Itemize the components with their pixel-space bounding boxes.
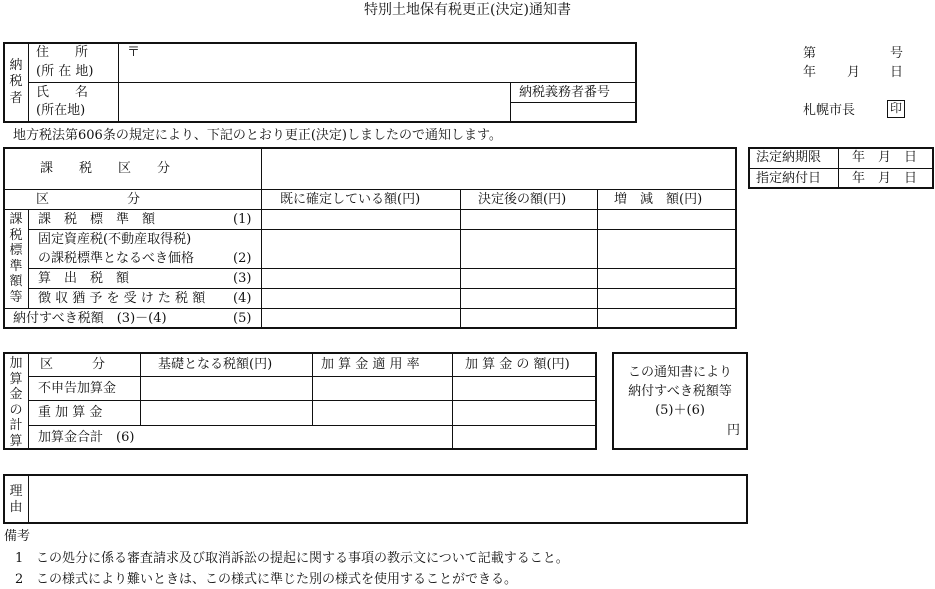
penalty-col-amount: 加 算 金 の 額(円) xyxy=(465,357,570,372)
col-confirmed: 既に確定している額(円) xyxy=(280,192,421,207)
penalty-row-1-label: 不申告加算金 xyxy=(38,381,117,396)
reason-label xyxy=(8,484,24,516)
doc-no-prefix: 第 xyxy=(803,46,817,61)
seal-mark: 印 xyxy=(887,100,905,118)
penalty-col-rate: 加 算 金 適 用 率 xyxy=(321,357,420,372)
remarks-heading: 備考 xyxy=(4,529,31,544)
reason-field[interactable] xyxy=(30,476,746,522)
row-3-num: (3) xyxy=(233,271,252,286)
remark-1-no: 1 xyxy=(15,551,24,566)
row-1-label: 課 税 標 準 額 xyxy=(38,212,156,227)
row-1-num: (1) xyxy=(233,212,252,227)
name-label: 氏 名 xyxy=(36,85,89,100)
obligor-number-label: 納税義務者番号 xyxy=(519,85,611,100)
statutory-deadline-date: 年 月 日 xyxy=(852,150,918,165)
tax-base-side-text: 課税標準額等 xyxy=(9,212,23,305)
row-2-num: (2) xyxy=(233,251,252,266)
address-field[interactable] xyxy=(140,44,630,80)
remark-1-text: この処分に係る審査請求及び取消訴訟の提起に関する事項の教示文について記載すること。 xyxy=(36,551,569,566)
issue-day: 日 xyxy=(890,65,904,80)
row-3-label: 算 出 税 額 xyxy=(38,271,130,286)
name-sub-label: (所在地) xyxy=(36,103,86,118)
penalty-col-base: 基礎となる税額(円) xyxy=(158,357,273,372)
total-row-label: 納付すべき税額 (3)－(4) xyxy=(13,311,167,326)
penalty-col-kubun: 区 分 xyxy=(40,357,106,372)
summary-line-1: この通知書により xyxy=(627,365,732,380)
penalty-total-label: 加算金合計 (6) xyxy=(38,430,135,445)
penalty-side-label xyxy=(8,356,24,449)
page-title: 特別土地保有税更正(決定)通知書 xyxy=(364,2,571,18)
row-2-label: 固定資産税(不動産取得税) xyxy=(38,232,192,247)
tax-category-label: 課 税 区 分 xyxy=(40,161,171,176)
mayor-title: 札幌市長 xyxy=(803,103,856,118)
remark-2-no: 2 xyxy=(15,572,24,587)
obligor-number-field[interactable] xyxy=(512,104,635,121)
postal-mark: 〒 xyxy=(127,45,141,60)
name-field[interactable] xyxy=(120,84,508,121)
doc-no-suffix: 号 xyxy=(890,46,904,61)
col-after: 決定後の額(円) xyxy=(478,192,567,207)
statutory-deadline-label: 法定納期限 xyxy=(756,150,822,165)
designated-date: 年 月 日 xyxy=(852,171,918,186)
issue-month: 月 xyxy=(847,65,861,80)
total-row-num: (5) xyxy=(233,311,252,326)
summary-line-2: 納付すべき税額等 xyxy=(628,384,732,399)
taxpayer-group-text: 納税者 xyxy=(9,58,23,106)
remark-2-text: この様式により難いときは、この様式に準じた別の様式を使用することができる。 xyxy=(36,572,518,587)
row-4-label: 徴 収 猶 予 を 受 け た 税 額 xyxy=(38,291,206,306)
issue-year: 年 xyxy=(803,65,817,80)
address-sub-label: (所 在 地) xyxy=(36,64,94,79)
penalty-side-text: 加算金の計算 xyxy=(9,356,23,449)
taxpayer-group-label xyxy=(8,58,24,107)
row-4-num: (4) xyxy=(233,291,252,306)
designated-date-label: 指定納付日 xyxy=(756,171,822,186)
penalty-row-2-label: 重 加 算 金 xyxy=(38,405,103,420)
summary-line-3: (5)＋(6) xyxy=(655,403,705,418)
reason-label-text: 理由 xyxy=(9,484,23,515)
col-diff: 増 減 額(円) xyxy=(614,192,703,207)
address-label: 住 所 xyxy=(36,45,89,60)
notice-text: 地方税法第606条の規定により、下記のとおり更正(決定)しましたので通知します。 xyxy=(13,128,502,143)
summary-unit: 円 xyxy=(727,423,741,438)
col-kubun: 区 分 xyxy=(36,192,141,207)
row-2-label-2: の課税標準となるべき価格 xyxy=(38,251,195,266)
tax-base-side-label xyxy=(8,212,24,305)
